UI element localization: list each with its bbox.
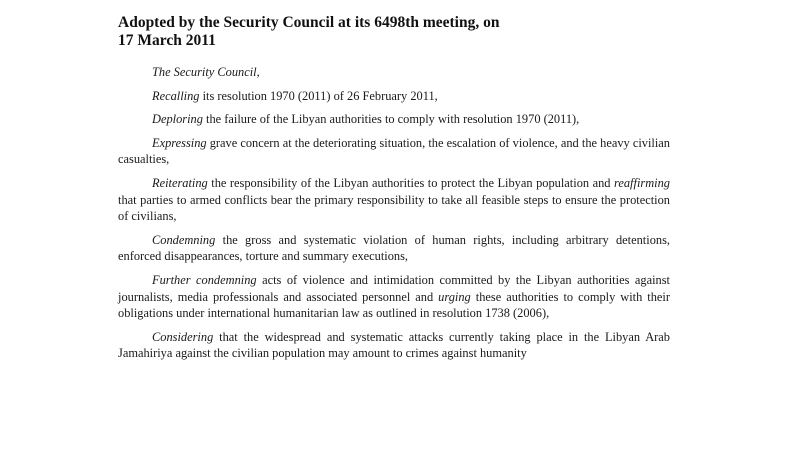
paragraph-considering [118, 329, 670, 362]
paragraph-text: grave concern at the deteriorating situation, the escalation of violence, and the heavy civilian casualties, [118, 135, 670, 167]
italic-phrase: urging [438, 289, 471, 304]
paragraph-text: , [256, 65, 260, 79]
paragraph-text: that the widespread and systematic attacks currently taking place in the Libyan Arab Jamahiriya against the civilian population may amount to crimes against humanity [118, 329, 670, 361]
paragraph-text: the gross and systematic violation of human rights, including arbitrary detentions, enforced disappearances, torture and summary executions, [118, 232, 670, 264]
italic-phrase: Considering [152, 329, 214, 344]
paragraph-text: the responsibility of the Libyan authorities to protect the Libyan population and [207, 175, 614, 190]
heading-line-2: 17 March 2011 [118, 32, 216, 49]
paragraph-expressing [118, 135, 670, 168]
italic-phrase: Reiterating [152, 175, 208, 190]
paragraph-further-condemning [118, 272, 670, 322]
paragraph-reiterating [118, 175, 670, 225]
paragraph-text: that parties to armed conflicts bear the primary responsibility to take all feasible steps to ensure the protection of civilians, [118, 192, 670, 224]
document-page [118, 14, 670, 369]
paragraph-deploring [118, 111, 670, 128]
paragraph-text: acts of violence and intimidation committed by the Libyan authorities against journalists, media professionals and associated personnel and [118, 272, 670, 304]
italic-phrase: The Security Council [152, 65, 257, 79]
paragraph-text: these authorities to comply with their obligations under international humanitarian law as outlined in resolution 1738 (2006), [118, 289, 670, 321]
italic-phrase: Further condemning [152, 272, 257, 287]
paragraph-text: the failure of the Libyan authorities to comply with resolution 1970 (2011), [202, 112, 580, 127]
paragraph-condemning [118, 232, 670, 265]
paragraph-text: its resolution 1970 (2011) of 26 February 2011, [199, 88, 438, 103]
heading-line-1: Adopted by the Security Council at its 6498th meeting, on [118, 14, 500, 31]
italic-phrase: reaffirming [614, 175, 670, 190]
paragraph-security-council [118, 64, 670, 81]
italic-phrase: Deploring [152, 112, 203, 127]
italic-phrase: Expressing [152, 135, 207, 150]
italic-phrase: Condemning [152, 232, 216, 247]
document-heading [118, 14, 670, 50]
italic-phrase: Recalling [152, 88, 200, 103]
paragraph-recalling [118, 88, 670, 105]
